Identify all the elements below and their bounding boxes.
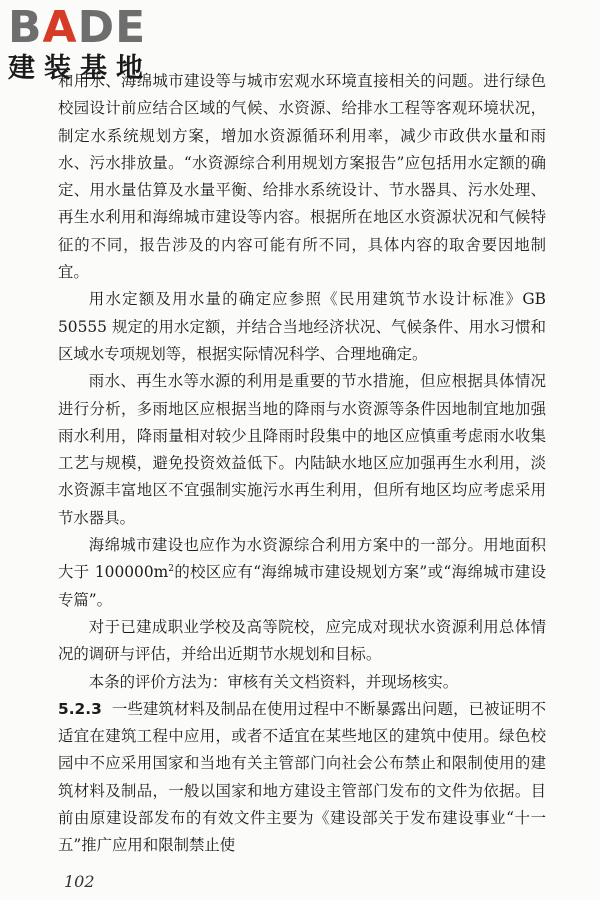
page-number: 102: [64, 872, 95, 891]
paragraph-4: 海绵城市建设也应作为水资源综合利用方案中的一部分。用地面积大于 $100000m^2$的校区应有“海绵城市建设规划方案”或“海绵城市建设专篇”。: [58, 536, 546, 609]
clause-text: 一些建筑材料及制品在使用过程中不断暴露出问题，已被证明不适宜在建筑工程中应用，或者不适宜在某些地区的建筑中使用。绿色校园中不应采用国家和当地有关主管部门向社会公布禁止和限制使用的建筑材料及制品，一般以国家和地方建设主管部门发布的文件为依据。目前由原建设部发布的有效文件主要为《建设部关于发布建设事业“十一五”推广应用和限制禁止使: [58, 699, 546, 855]
paragraph-2: 用水定额及用水量的确定应参照《民用建筑节水设计标准》GB 50555 规定的用水定额，并结合当地经济状况、气候条件、用水习惯和区域水专项规划等，根据实际情况科学、合理地确定。: [58, 290, 546, 363]
paragraph-5: 对于已建成职业学校及高等院校，应完成对现状水资源利用总体情况的调研与评估，并给出近期节水规划和目标。: [58, 617, 546, 664]
clause-5-2-3: [58, 696, 546, 860]
paragraph-6: 本条的评价方法为：审核有关文档资料，并现场核实。: [88, 672, 459, 691]
logo-subtitle: 建装基地: [8, 53, 152, 84]
page-body: [58, 68, 546, 860]
logo-wordmark: BADE: [8, 2, 147, 53]
paragraph-3: 雨水、再生水等水源的利用是重要的节水措施，但应根据具体情况进行分析，多雨地区应根据当地的降雨与水资源等条件因地制宜地加强雨水利用，降雨量相对较少且降雨时段集中的地区应慎重考虑雨水收集工艺与规模，避免投资效益低下。内陆缺水地区应加强再生水利用，淡水资源丰富地区不宜强制实施污水再生利用，但所有地区均应考虑采用节水器具。: [58, 372, 546, 527]
paragraph-1: 和用水、海绵城市建设等与城市宏观水环境直接相关的问题。进行绿色校园设计前应结合区域的气候、水资源、给排水工程等客观环境状况，制定水系统规划方案，增加水资源循环利用率，减少市政供水量和雨水、污水排放量。“水资源综合利用规划方案报告”应包括用水定额的确定、用水量估算及水量平衡、给排水系统设计、节水器具、污水处理、再生水利用和海绵城市建设等内容。根据所在地区水资源状况和气候特征的不同，报告涉及的内容可能有所不同，具体内容的取舍要因地制宜。: [58, 72, 546, 282]
clause-number: 5.2.3: [58, 699, 102, 718]
